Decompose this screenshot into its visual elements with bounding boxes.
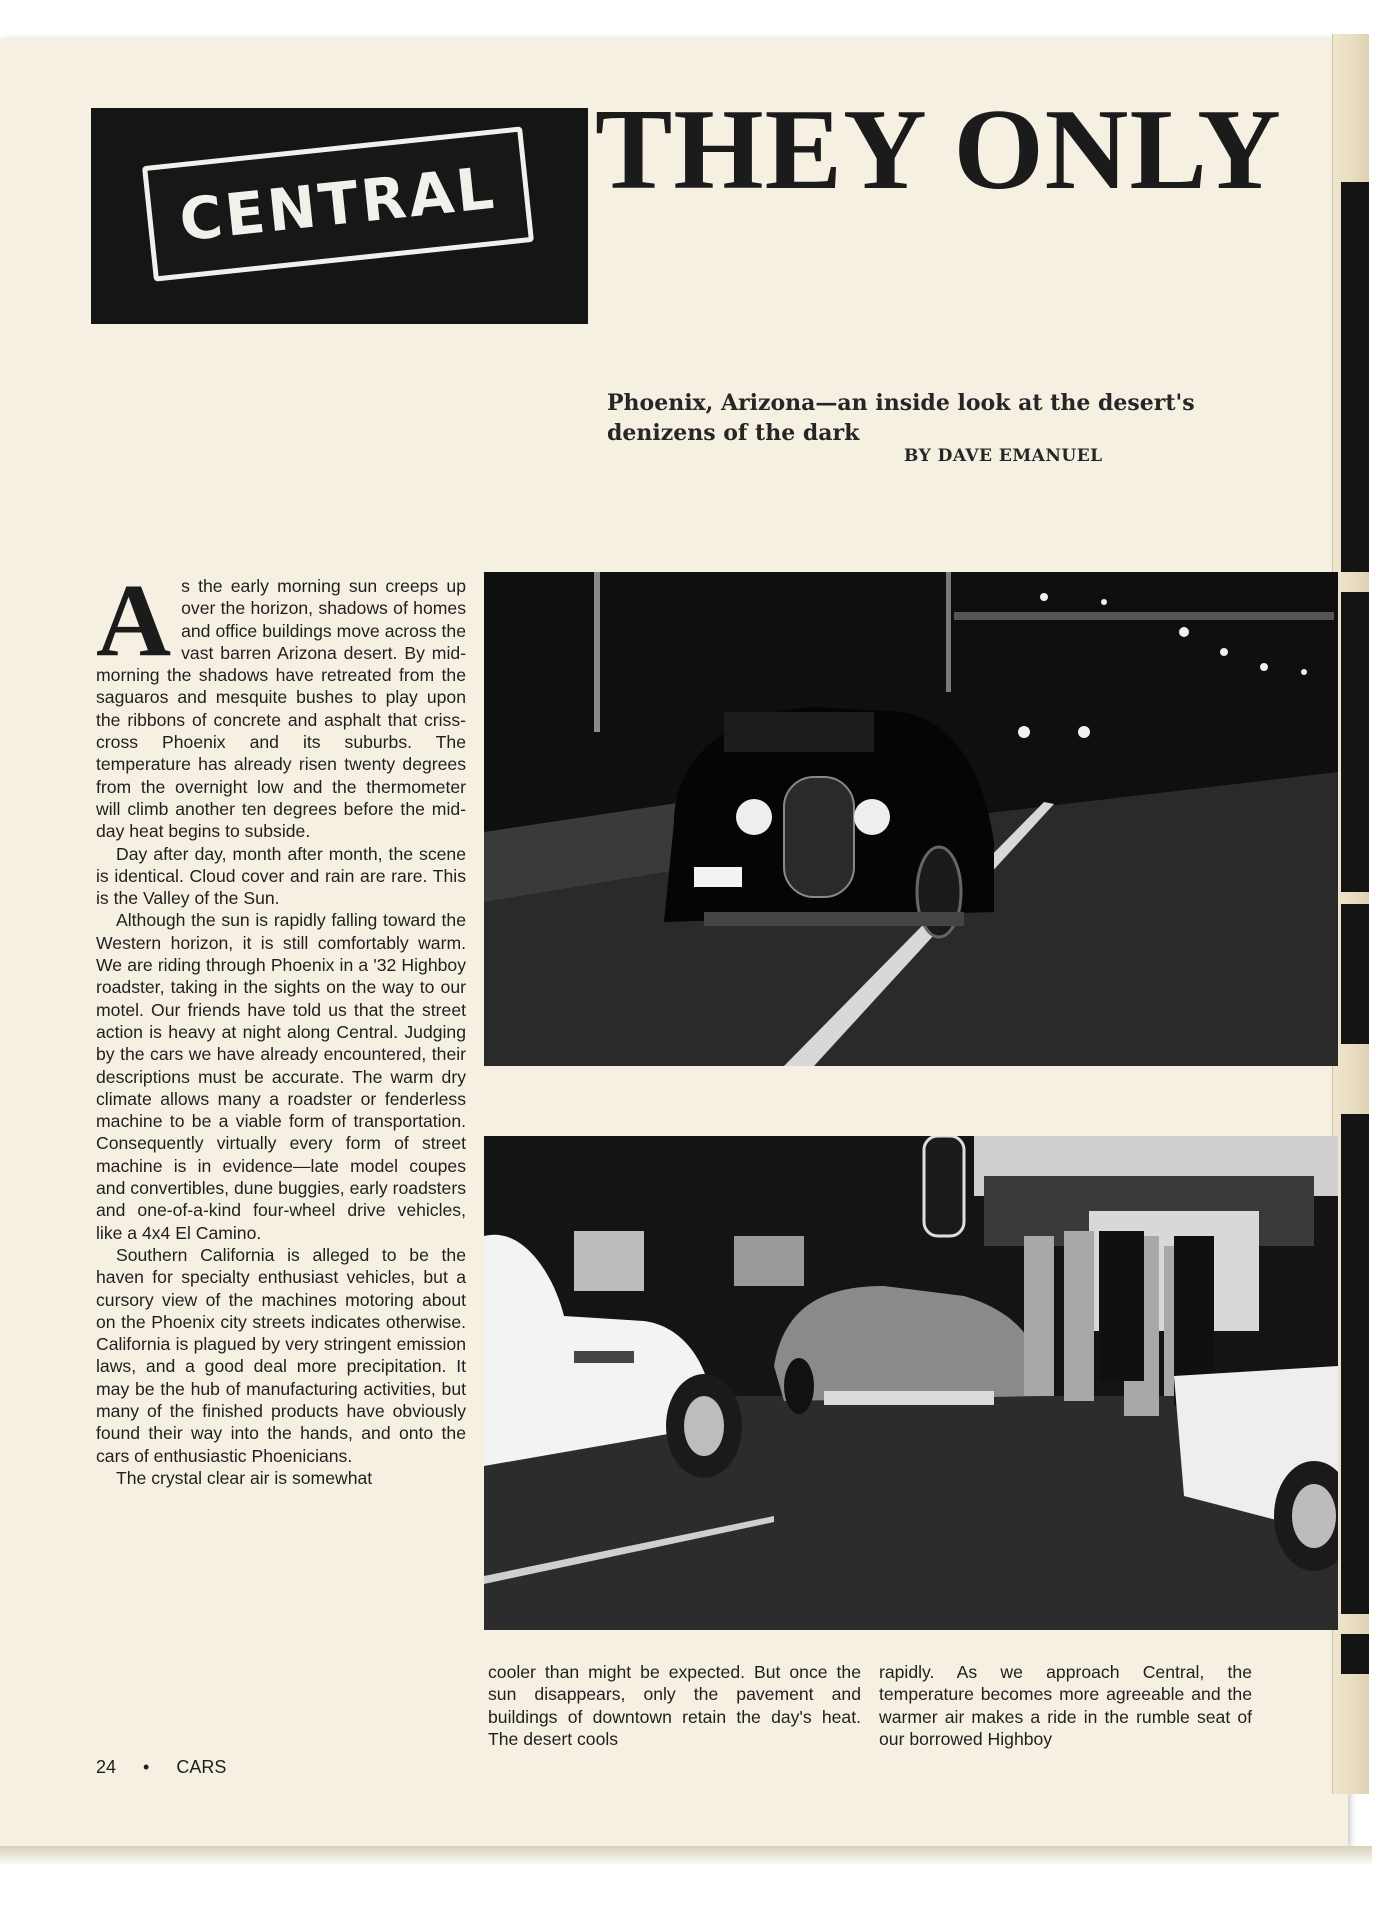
paragraph: s the early morning sun creeps up over the horizon, shadows of homes and office buildings move across the vast barren Arizona desert. By mid-morning the shadows have retreated from the saguaros and mesquite bushes to play upon the ribbons of concrete and asphalt that criss-cross Phoenix and its suburbs. The temperature has already risen twenty degrees from the overnight low and the thermometer will climb another ten degrees before the mid-day heat begins to subside. [96,576,466,842]
article-byline: BY DAVE EMANUEL [904,446,1103,466]
paragraph: The crystal clear air is somewhat [116,1467,373,1488]
paragraph: cooler than might be expected. But once the sun disappears, only the pavement and buildings of downtown retain the day's heat. The desert cools [488,1662,861,1749]
photo-night-street-hotrod [484,572,1338,1066]
page-shadow [0,1846,1372,1866]
magazine-name: CARS [176,1757,227,1777]
street-sign-graphic [91,108,588,324]
paragraph: Although the sun is rapidly falling toward the Western horizon, it is still comfortably warm. We are riding through Phoenix in a '32 Highboy roadster, taking in the sights on the way to our motel. Our friends have told us that the street action is heavy at night along Central. Judging by the cars we have already encountered, their descriptions must be accurate. The warm dry climate allows many a roadster or fenderless machine to be a viable form of transportation. Consequently virtually every form of street machine is in evidence—late model coupes and convertibles, dune buggies, early roadsters and one-of-a-kind four-wheel drive vehicles, like a 4x4 El Camino. [96,910,466,1243]
article-column-3 [879,1661,1252,1750]
paragraph: rapidly. As we approach Central, the temperature becomes more agreeable and the warmer air makes a ride in the rumble seat of our borrowed Highboy [879,1662,1252,1749]
article-column-2 [488,1661,861,1750]
paragraph: Southern California is alleged to be the haven for specialty enthusiast vehicles, but a cursory view of the machines motoring about on the Phoenix city streets indicates otherwise. California is plagued by very stringent emission laws, and a good deal more precipitation. It may be the hub of manufacturing activities, but many of the finished products have obviously found their way into the hands, and onto the cars of enthusiastic Phoenicians. [96,1244,466,1466]
footer-bullet: • [143,1757,150,1777]
sign-text: CENTRAL [176,153,500,255]
street-sign-plate [142,126,534,281]
photo-cruisers-parking-lot [484,1136,1338,1630]
article-column-1 [96,563,466,1489]
article-deck: Phoenix, Arizona—an inside look at the desert's denizens of the dark [607,390,1195,446]
drop-cap: A [96,563,172,678]
page-number: 24 [96,1757,117,1777]
page-footer [96,1757,248,1778]
article-headline: THEY ONLY [595,86,1282,214]
paragraph: Day after day, month after month, the scene is identical. Cloud cover and rain are rare. This is the Valley of the Sun. [96,843,466,909]
